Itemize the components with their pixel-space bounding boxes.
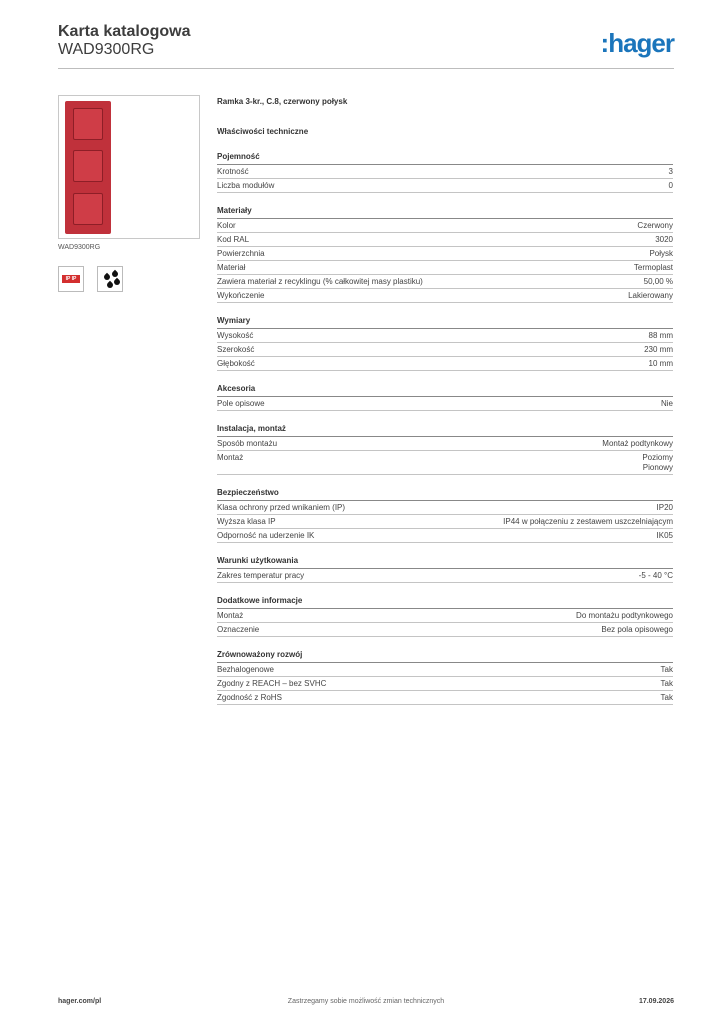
- hager-logo: :hager: [600, 28, 674, 58]
- spec-label: Oznaczenie: [217, 625, 260, 634]
- spec-value-line: Nie: [660, 399, 673, 408]
- footer-website-link[interactable]: hager.com/pl: [58, 998, 102, 1005]
- page-header: [58, 20, 674, 70]
- spec-value-line: 0: [668, 181, 673, 190]
- spec-value-line: Termoplast: [633, 263, 673, 272]
- spec-section: [217, 316, 673, 371]
- spec-value: [644, 345, 673, 355]
- product-image: [58, 95, 200, 239]
- spec-value-line: Poziomy: [642, 453, 673, 462]
- spec-value-line: Tak: [660, 693, 673, 702]
- ip-badge-label: IP IP: [62, 275, 80, 283]
- spec-value-line: IK05: [656, 531, 673, 540]
- spec-row: [217, 343, 673, 357]
- spec-row: [217, 663, 673, 677]
- spec-label: Zakres temperatur pracy: [217, 571, 305, 580]
- product-name: Ramka 3-kr., C.8, czerwony połysk: [217, 97, 348, 106]
- section-title: Wymiary: [217, 316, 673, 329]
- section-title: Instalacja, montaż: [217, 424, 673, 437]
- spec-row: [217, 501, 673, 515]
- spec-label: Wykończenie: [217, 291, 265, 300]
- spec-row: [217, 397, 673, 411]
- spec-value-line: 88 mm: [648, 331, 673, 340]
- spec-value-line: Połysk: [649, 249, 673, 258]
- spec-row: [217, 529, 673, 543]
- spec-value-line: Czerwony: [637, 221, 673, 230]
- spec-label: Materiał: [217, 263, 246, 272]
- spec-value: [657, 531, 673, 541]
- spec-value: [642, 453, 673, 473]
- spec-value: [669, 181, 673, 191]
- spec-label: Zgodny z REACH – bez SVHC: [217, 679, 327, 688]
- frame-image: [65, 101, 111, 234]
- section-title: Bezpieczeństwo: [217, 488, 673, 501]
- spec-label: Krotność: [217, 167, 249, 176]
- spec-value-line: 10 mm: [648, 359, 673, 368]
- spec-value: [602, 439, 673, 449]
- spec-label: Klasa ochrony przed wnikaniem (IP): [217, 503, 346, 512]
- spec-label: Głębokość: [217, 359, 255, 368]
- spec-label: Kod RAL: [217, 235, 250, 244]
- frame-opening: [73, 108, 103, 140]
- document-title: Karta katalogowa: [58, 23, 191, 40]
- spec-label: Odporność na uderzenie IK: [217, 531, 315, 540]
- spec-row: [217, 275, 673, 289]
- spec-value-line: Do montażu podtynkowego: [576, 611, 673, 620]
- spec-section: [217, 596, 673, 637]
- spec-content: [217, 95, 673, 718]
- spec-value: [649, 331, 673, 341]
- section-title: Materiały: [217, 206, 673, 219]
- spec-value: [661, 399, 673, 409]
- spec-section: [217, 556, 673, 583]
- spec-value: [661, 693, 673, 703]
- section-title: Zrównoważony rozwój: [217, 650, 673, 663]
- drop-icon: [111, 270, 119, 278]
- spec-value-line: Tak: [660, 665, 673, 674]
- spec-label: Powierzchnia: [217, 249, 265, 258]
- spec-section: [217, 424, 673, 475]
- spec-value: [644, 277, 673, 287]
- spec-label: Liczba modułów: [217, 181, 275, 190]
- spec-section: [217, 384, 673, 411]
- spec-value-line: Lakierowany: [628, 291, 673, 300]
- spec-value: [657, 503, 673, 513]
- spec-value-line: 3: [668, 167, 673, 176]
- drop-icon: [113, 278, 121, 286]
- spec-label: Szerokość: [217, 345, 255, 354]
- spec-row: [217, 165, 673, 179]
- spec-value-line: 230 mm: [644, 345, 673, 354]
- spec-value-line: 3020: [655, 235, 673, 244]
- spec-section: [217, 206, 673, 303]
- section-title: Warunki użytkowania: [217, 556, 673, 569]
- spec-value: [669, 167, 673, 177]
- frame-opening: [73, 193, 103, 225]
- spec-sections: [217, 152, 673, 705]
- section-title: Pojemność: [217, 152, 673, 165]
- section-title: Dodatkowe informacje: [217, 596, 673, 609]
- spec-value: [649, 249, 673, 259]
- spec-row: [217, 233, 673, 247]
- spec-section: [217, 488, 673, 543]
- spec-row: [217, 609, 673, 623]
- spec-row: [217, 357, 673, 371]
- spec-row: [217, 329, 673, 343]
- spec-row: [217, 677, 673, 691]
- spec-row: [217, 515, 673, 529]
- spec-value-line: Pionowy: [642, 463, 673, 472]
- spec-value-line: 50,00 %: [643, 277, 673, 286]
- spec-label: Zgodność z RoHS: [217, 693, 282, 702]
- spec-label: Wyższa klasa IP: [217, 517, 276, 526]
- spec-label: Pole opisowe: [217, 399, 265, 408]
- spec-row: [217, 623, 673, 637]
- footer-date: 17.09.2026: [638, 998, 674, 1005]
- spec-value: [661, 679, 673, 689]
- spec-row: [217, 569, 673, 583]
- spec-value: [628, 291, 673, 301]
- spec-value: [503, 517, 673, 527]
- spec-value: [634, 263, 673, 273]
- spec-label: Sposób montażu: [217, 439, 278, 448]
- spec-value: [639, 571, 673, 581]
- spec-row: [217, 219, 673, 233]
- spec-label: Bezhalogenowe: [217, 665, 274, 674]
- spec-value: [661, 665, 673, 675]
- frame-opening: [73, 150, 103, 182]
- spec-value: [601, 625, 673, 635]
- spec-label: Zawiera materiał z recyklingu (% całkowitej masy plastiku): [217, 277, 423, 286]
- section-title: Akcesoria: [217, 384, 673, 397]
- spec-value-line: Tak: [660, 679, 673, 688]
- header-divider: [58, 68, 674, 69]
- spec-label: Kolor: [217, 221, 236, 230]
- spec-row: [217, 451, 673, 475]
- spec-label: Montaż: [217, 453, 244, 462]
- spec-value-line: -5 - 40 °C: [638, 571, 673, 580]
- spec-value: [637, 221, 673, 231]
- spec-value-line: Bez pola opisowego: [601, 625, 673, 634]
- technical-properties-heading: Właściwości techniczne: [217, 127, 309, 136]
- spec-section: [217, 650, 673, 705]
- spec-value: [649, 359, 673, 369]
- water-drops-icon: [97, 266, 123, 292]
- spec-value-line: Montaż podtynkowy: [602, 439, 673, 448]
- ip-rating-icon: [58, 266, 84, 292]
- spec-value: [655, 235, 673, 245]
- spec-label: Wysokość: [217, 331, 254, 340]
- spec-row: [217, 247, 673, 261]
- spec-value: [576, 611, 673, 621]
- spec-value-line: IP44 w połączeniu z zestawem uszczelniającym: [503, 517, 673, 526]
- spec-row: [217, 179, 673, 193]
- spec-row: [217, 261, 673, 275]
- spec-value-line: IP20: [656, 503, 673, 512]
- product-image-caption: WAD9300RG: [58, 244, 101, 251]
- spec-label: Montaż: [217, 611, 244, 620]
- spec-row: [217, 289, 673, 303]
- spec-section: [217, 152, 673, 193]
- footer-notice: Zastrzegamy sobie możliwość zmian technicznych: [287, 998, 445, 1005]
- product-code: WAD9300RG: [58, 41, 155, 58]
- spec-row: [217, 691, 673, 705]
- spec-row: [217, 437, 673, 451]
